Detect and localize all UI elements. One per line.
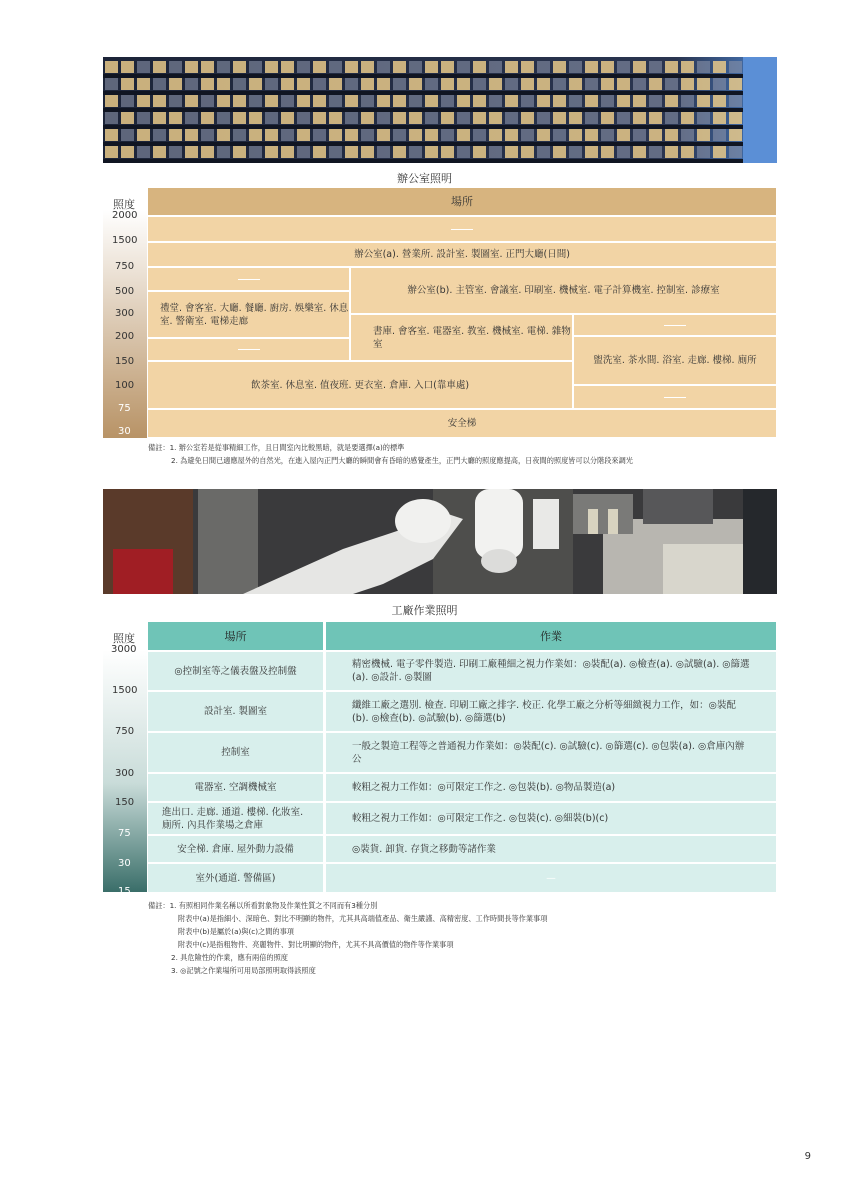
factory-robot-photo [103,489,777,594]
office-row-5: 盥洗室. 茶水間. 浴室. 走廊. 樓梯. 廁所 [574,337,776,384]
office-row-dash [148,217,776,241]
office-row-dash [574,386,776,408]
factory-place-header: 場所 [148,622,323,650]
dash-mark [664,325,686,326]
office-lux-tick: 500 [115,286,135,297]
office-lux-tick: 200 [115,331,135,342]
factory-row-place: 室外(通道. 警備區) [148,864,323,892]
factory-lux-tick: 75 [118,828,131,839]
office-place-header: 場所 [148,188,776,215]
office-note-2: 2. 為避免日間已適應屋外的自然光，在進入屋內正門大廳的瞬間會有昏暗的感覺產生，正門大廳的照度應提高，日夜間的照度皆可以分階段來調光 [171,456,633,465]
factory-row-place: 控制室 [148,733,323,772]
robot-arm-illustration [103,489,777,594]
office-lux-tick: 30 [118,426,131,437]
office-row-4: 書庫. 會客室. 電器室. 教室. 機械室. 電梯. 雜物室 [351,315,572,360]
factory-row-work: — [326,864,776,892]
office-lux-tick: 300 [115,308,135,319]
factory-row-place: 設計室. 製圖室 [148,692,323,731]
factory-lux-tick: 3000 [111,644,137,655]
office-building-illustration [103,57,777,163]
factory-lux-tick: 15 [118,886,131,897]
factory-note-4: 附表中(c)是指粗物件、亮麗物件、對比明顯的物件，尤其不具高價值的物件等作業事項 [178,940,454,949]
office-lux-scale [103,188,147,438]
office-lux-tick: 750 [115,261,135,272]
dash-mark [238,279,260,280]
office-lux-tick: 2000 [112,210,138,221]
page-number: 9 [804,1151,811,1162]
factory-note-1: 備註：1. 有照相同作業名稱以所看對象物及作業性質之不同而有3種分別 [148,901,378,910]
factory-note-2: 附表中(a)是指細小、深暗色、對比不明顯的物件，尤其具高端值產品、衛生嚴謹、高精密度、工作時間長等作業事項 [178,914,548,923]
office-building-photo [103,57,777,163]
office-row-7: 安全梯 [148,410,776,437]
office-row-6: 飲茶室. 休息室. 值夜班. 更衣室. 倉庫. 入口(靠車處) [148,362,572,408]
factory-lux-header: 照度 [113,632,135,645]
office-row-dash [148,268,349,290]
factory-work-header: 作業 [326,622,776,650]
factory-row-work: 一般之製造工程等之普通視力作業如：◎裝配(c). ◎試驗(c). ◎篩選(c). ◎包裝(a). ◎倉庫內辦公 [326,733,776,772]
dash-mark [238,349,260,350]
factory-row-place: 電器室. 空調機械室 [148,774,323,801]
factory-lux-tick: 30 [118,858,131,869]
office-row-dash [574,315,776,335]
office-row-1: 辦公室(a). 營業所. 設計室. 製圖室. 正門大廳(日間) [148,243,776,266]
factory-lux-tick: 750 [115,726,135,737]
office-table-title: 辦公室照明 [397,172,452,185]
factory-row-work: 精密機械. 電子零件製造. 印刷工廠種細之視力作業如：◎裝配(a). ◎檢查(a). ◎試驗(a). ◎篩選(a). ◎設計. ◎製圖 [326,652,776,690]
office-row-dash [148,339,349,360]
factory-row-place: ◎控制室等之儀表盤及控制盤 [148,652,323,690]
factory-row-work: 纖維工廠之選別. 檢查. 印刷工廠之排字. 校正. 化學工廠之分析等細緻視力工作，如：◎裝配(b). ◎檢查(b). ◎試驗(b). ◎篩選(b) [326,692,776,731]
factory-lux-tick: 300 [115,768,135,779]
office-lux-tick: 100 [115,380,135,391]
factory-row-work: 較粗之視力工作如：◎可限定工作之. ◎包裝(c). ◎細裝(b)(c) [326,803,776,834]
dash-mark [451,229,473,230]
factory-row-place: 進出口. 走廊. 通道. 樓梯. 化妝室. 廁所. 內具作業場之倉庫 [148,803,323,834]
factory-note-3: 附表中(b)是屬於(a)與(c)之間的事項 [178,927,294,936]
factory-lux-scale [103,622,147,897]
factory-row-place: 安全梯. 倉庫. 屋外動力設備 [148,836,323,862]
factory-row-work: ◎裝貨. 卸貨. 存貨之移動等諸作業 [326,836,776,862]
factory-table-title: 工廠作業照明 [391,604,458,617]
office-row-2: 辦公室(b). 主管室. 會議室. 印刷室. 機械室. 電子計算機室. 控制室. 診療室 [351,268,776,313]
office-lux-tick: 75 [118,403,131,414]
factory-note-5: 2. 具危險性的作業，應有兩倍的照度 [171,953,288,962]
office-lux-tick: 150 [115,356,135,367]
office-note-1: 備註：1. 辦公室若是從事精細工作，且日間室內比較黑暗，就是要選擇(a)的標準 [148,443,405,452]
factory-note-6: 3. ◎記號之作業場所可用局部照明取得該照度 [171,966,316,975]
factory-lux-tick: 1500 [112,685,138,696]
dash-mark [664,397,686,398]
factory-lux-tick: 150 [115,797,135,808]
office-row-3: 禮堂. 會客室. 大廳. 餐廳. 廚房. 娛樂室. 休息室. 警衛室. 電梯走廊 [148,292,349,337]
office-lux-tick: 1500 [112,235,138,246]
office-lux-header: 照度 [113,198,135,211]
factory-row-work: 較粗之視力工作如：◎可限定工作之. ◎包裝(b). ◎物品製造(a) [326,774,776,801]
factory-lux-gradient-bar [103,622,147,892]
